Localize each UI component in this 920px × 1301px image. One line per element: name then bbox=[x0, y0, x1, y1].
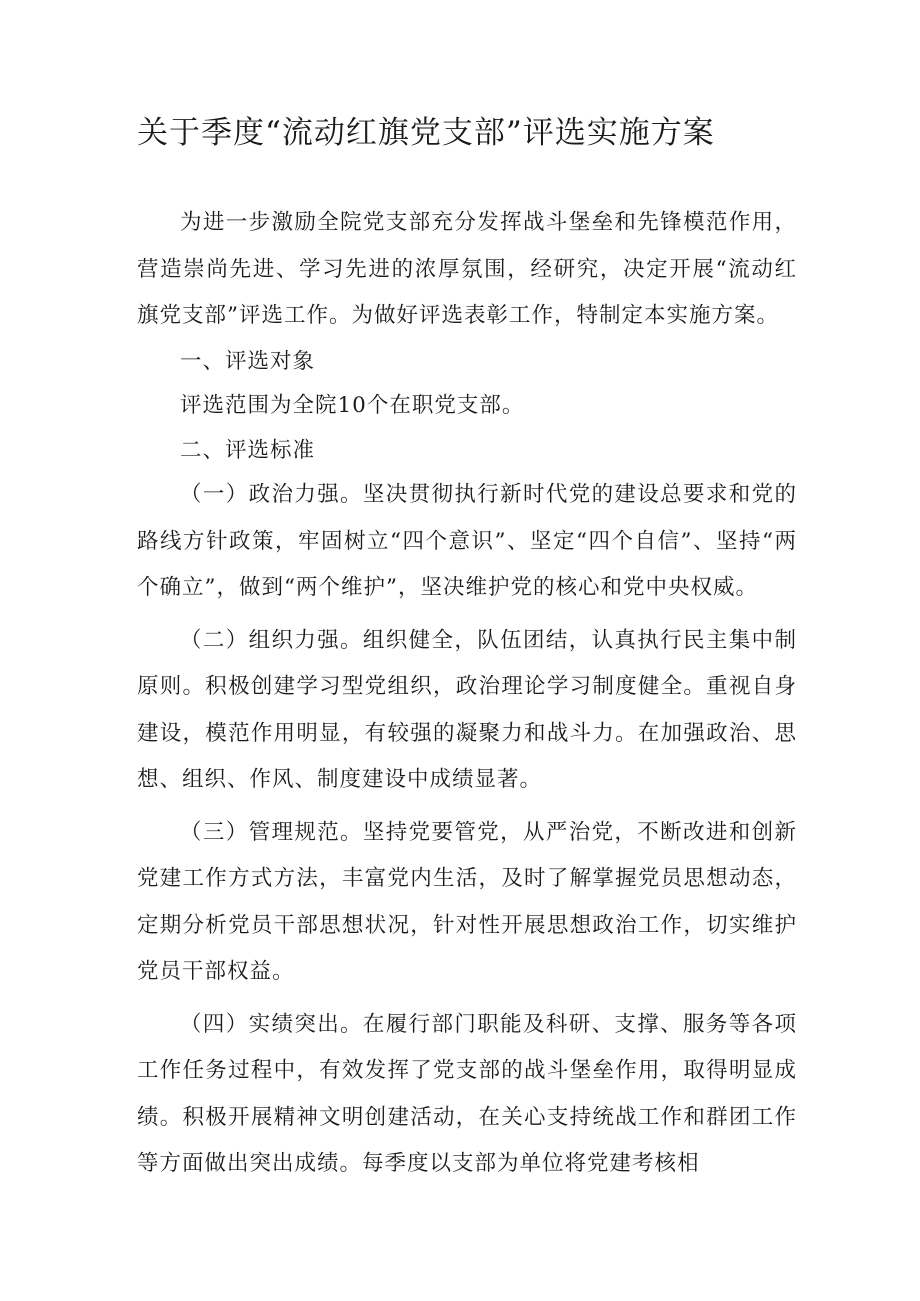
criterion-paragraph-4: （四）实绩突出。在履行部门职能及科研、支撑、服务等各项工作任务过程中，有效发挥了党支部的战斗堡垒作用，取得明显成绩。积极开展精神文明创建活动，在关心支持统战工作和群团工作等方面做出突出成绩。每季度以支部为单位将党建考核相 bbox=[137, 1011, 797, 1176]
section-2-heading: 二、评选标准 bbox=[180, 438, 316, 463]
document-title: 关于季度“流动红旗党支部”评选实施方案 bbox=[137, 115, 715, 151]
intro-paragraph: 为进一步激励全院党支部充分发挥战斗堡垒和先锋模范作用，营造崇尚先进、学习先进的浓厚氛围，经研究，决定开展“流动红旗党支部”评选工作。为做好评选表彰工作，特制定本实施方案。 bbox=[137, 210, 797, 328]
section-1-text: 评选范围为全院10个在职党支部。 bbox=[180, 392, 525, 418]
criterion-paragraph-2: （二）组织力强。组织健全，队伍团结，认真执行民主集中制原则。积极创建学习型党组织，政治理论学习制度健全。重视自身建设，模范作用明显，有较强的凝聚力和战斗力。在加强政治、思想、组织、作风、制度建设中成绩显著。 bbox=[137, 627, 797, 792]
section-1-heading: 一、评选对象 bbox=[180, 348, 316, 374]
document-body bbox=[137, 200, 797, 1188]
criterion-paragraph-3: （三）管理规范。坚持党要管党，从严治党，不断改进和创新党建工作方式方法，丰富党内生活，及时了解掌握党员思想动态，定期分析党员干部思想状况，针对性开展思想政治工作，切实维护党员干部权益。 bbox=[137, 819, 797, 984]
criterion-paragraph-1: （一）政治力强。坚决贯彻执行新时代党的建设总要求和党的路线方针政策，牢固树立“四个意识”、坚定“四个自信”、坚持“两个确立”，做到“两个维护”，坚决维护党的核心和党中央权威。 bbox=[137, 482, 797, 600]
